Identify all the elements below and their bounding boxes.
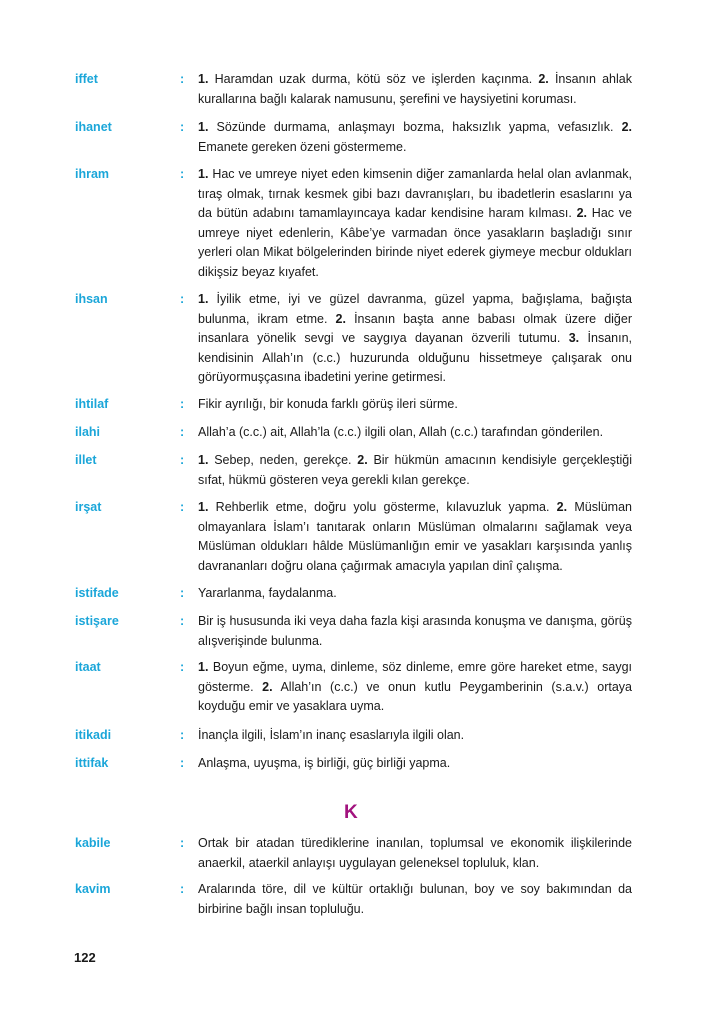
entry-definition: Fikir ayrılığı, bir konuda farklı görüş ileri sürme. xyxy=(198,397,458,411)
entry-colon: : xyxy=(180,397,185,411)
entry-colon: : xyxy=(180,586,185,600)
entry-colon: : xyxy=(180,882,185,896)
entry-definition: 1. Rehberlik etme, doğru yolu gösterme, kılavuzluk yapma. 2. Müslüman olmayanlara İslam’ı tanıtarak onların Müslüman olmalarını sağlamak veya Müslüman oldukları hâlde Müslümanlığın emir ve yasakları karşısında yanlış davrananları doğru olana çağırmak amacıyla yapılan dinî çalışma. xyxy=(198,500,632,573)
entry-definition: İnançla ilgili, İslam’ın inanç esaslarıyla ilgili olan. xyxy=(198,728,465,742)
entry-term: irşat xyxy=(75,500,102,514)
entry-colon: : xyxy=(180,614,185,628)
entry-term: istişare xyxy=(75,614,119,628)
entry-colon: : xyxy=(180,120,185,134)
entry-definition: 1. Sözünde durmama, anlaşmayı bozma, haksızlık yapma, vefasızlık. 2. Emanete gereken özeni göstermeme. xyxy=(198,120,632,154)
entry-colon: : xyxy=(180,167,185,181)
entry-colon: : xyxy=(180,292,185,306)
section-letter: K xyxy=(344,802,358,823)
entry-term: itaat xyxy=(75,660,101,674)
entry-definition: 1. Hac ve umreye niyet eden kimsenin diğer zamanlarda helal olan avlanmak, tıraş olmak, tırnak kesmek gibi bazı davranışları, bu ibadetlerin esaslarını ya da bütün adabını tamamlayıncaya kadar kendisine haram kılması. 2. Hac ve umreye niyet edenlerin, Kâbe’ye varmadan önce yasakların başladığı sınır yerleri olan Mikat bölgelerinden birinde niyet ederek giymeye mecbur oldukları dikişsiz beyaz kıyafet. xyxy=(198,167,632,279)
entry-colon: : xyxy=(180,72,185,86)
entry-colon: : xyxy=(180,836,185,850)
entry-colon: : xyxy=(180,500,185,514)
entry-colon: : xyxy=(180,756,185,770)
entry-colon: : xyxy=(180,660,185,674)
entry-definition: Ortak bir atadan türediklerine inanılan, toplumsal ve ekonomik ilişkilerinde anaerkil, ataerkil anlayışı uygulayan geleneksel topluluk, klan. xyxy=(198,836,632,870)
entry-term: itikadi xyxy=(75,728,112,742)
entry-definition: 1. Boyun eğme, uyma, dinleme, söz dinleme, emre göre hareket etme, saygı gösterme. 2. Allah’ın (c.c.) ve onun kutlu Peygamberinin (s.a.v.) ortaya koyduğu emir ve yasaklara uyma. xyxy=(198,660,632,713)
entry-term: ihsan xyxy=(75,292,108,306)
entry-definition: 1. İyilik etme, iyi ve güzel davranma, güzel yapma, bağışlama, bağışta bulunma, ikram etme. 2. İnsanın başta anne babası olmak üzere diğer insanlara yönelik sevgi ve saygıya dayanan özverili tutumu. 3. İnsanın, kendisinin Allah’ın (c.c.) huzurunda olduğunu hissetmeye çalışarak onu görüyormuşçasına ibadetini yerine getirmesi. xyxy=(198,292,632,384)
entry-colon: : xyxy=(180,425,185,439)
entry-term: iffet xyxy=(75,72,98,86)
entry-definition: Aralarında töre, dil ve kültür ortaklığı bulunan, boy ve soy bakımından da birbirine bağlı insan topluluğu. xyxy=(198,882,632,916)
entry-term: ihram xyxy=(75,167,110,181)
entry-term: illet xyxy=(75,453,97,467)
entry-term: ittifak xyxy=(75,756,109,770)
entry-colon: : xyxy=(180,453,185,467)
entry-definition: Bir iş hususunda iki veya daha fazla kişi arasında konuşma ve danışma, görüş alışverişinde bulunma. xyxy=(198,614,632,648)
entry-colon: : xyxy=(180,728,185,742)
entry-definition: 1. Sebep, neden, gerekçe. 2. Bir hükmün amacının kendisiyle gerçekleştiği sıfat, hükmü gösteren veya gerekli kılan gerekçe. xyxy=(198,453,632,487)
entry-definition: Yararlanma, faydalanma. xyxy=(198,586,337,600)
entry-definition: Anlaşma, uyuşma, iş birliği, güç birliği yapma. xyxy=(198,756,451,770)
page-number: 122 xyxy=(74,950,96,965)
entry-definition: 1. Haramdan uzak durma, kötü söz ve işlerden kaçınma. 2. İnsanın ahlak kurallarına bağlı kalarak namusunu, şerefini ve haysiyetini koruması. xyxy=(198,72,632,106)
entry-term: ihtilaf xyxy=(75,397,109,411)
entry-term: ihanet xyxy=(75,120,112,134)
entry-definition: Allah’a (c.c.) ait, Allah’la (c.c.) ilgili olan, Allah (c.c.) tarafından gönderilen. xyxy=(198,425,604,439)
entry-term: istifade xyxy=(75,586,119,600)
entry-term: kabile xyxy=(75,836,111,850)
entry-term: ilahi xyxy=(75,425,101,439)
entry-term: kavim xyxy=(75,882,111,896)
